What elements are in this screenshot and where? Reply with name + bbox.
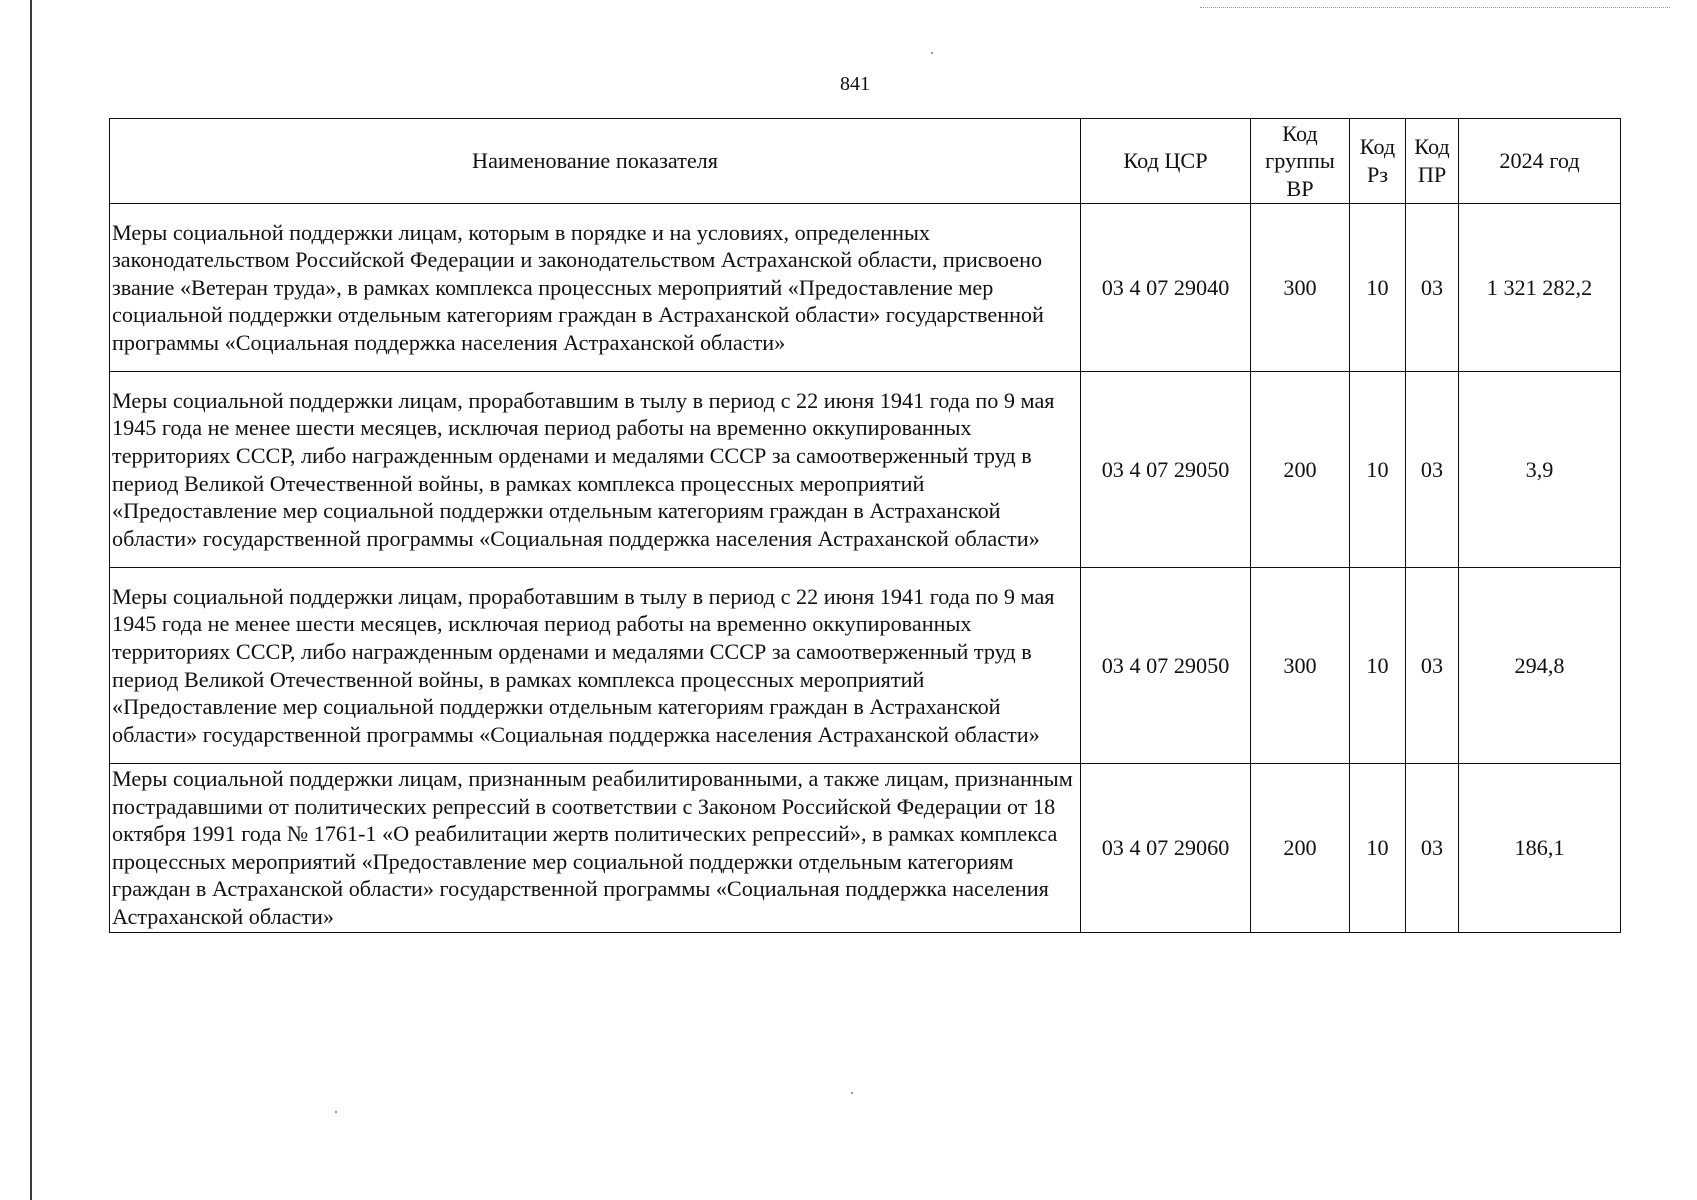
indicator-name-cell: Меры социальной поддержки лицам, признанным реабилитированными, а также лицам, признанным пострадавшими от политических репрессий в соответствии с Законом Российской Федерации от 18 октября 1991 года № 1761-1 «О реабилитации жертв политических репрессий», в рамках комплекса процессных мероприятий «Предоставление мер социальной поддержки отдельным категориям граждан в Астраханской области» государственной программы «Социальная поддержка населения Астраханской области» (110, 764, 1081, 933)
csr-code-cell: 03 4 07 29060 (1081, 764, 1251, 933)
scan-speck (335, 1111, 337, 1113)
rz-code-cell: 10 (1350, 372, 1406, 568)
header-pr-code: Код ПР (1406, 119, 1459, 204)
indicator-name-cell: Меры социальной поддержки лицам, которым в порядке и на условиях, определенных законодательством Российской Федерации и законодательством Астраханской области, присвоено звание «Ветеран труда», в рамках комплекса процессных мероприятий «Предоставление мер социальной поддержки отдельным категориям граждан в Астраханской области» государственной программы «Социальная поддержка населения Астраханской области» (110, 204, 1081, 372)
csr-code-cell: 03 4 07 29040 (1081, 204, 1251, 372)
header-year-2024: 2024 год (1459, 119, 1621, 204)
table-row (110, 204, 1621, 372)
scan-speck (931, 52, 933, 54)
pr-code-cell: 03 (1406, 764, 1459, 933)
scan-top-edge-dots (1200, 7, 1670, 8)
amount-cell: 3,9 (1459, 372, 1621, 568)
header-rz-code: Код Рз (1350, 119, 1406, 204)
scan-left-edge-line (30, 0, 32, 1200)
header-indicator-name: Наименование показателя (110, 119, 1081, 204)
table-body (110, 204, 1621, 933)
page-number: 841 (840, 73, 870, 95)
pr-code-cell: 03 (1406, 372, 1459, 568)
table-row (110, 372, 1621, 568)
scan-speck (851, 1092, 853, 1094)
vr-code-cell: 300 (1251, 204, 1350, 372)
rz-code-cell: 10 (1350, 204, 1406, 372)
amount-cell: 186,1 (1459, 764, 1621, 933)
amount-cell: 1 321 282,2 (1459, 204, 1621, 372)
vr-code-cell: 300 (1251, 568, 1350, 764)
rz-code-cell: 10 (1350, 568, 1406, 764)
table-row (110, 568, 1621, 764)
table-row (110, 764, 1621, 933)
csr-code-cell: 03 4 07 29050 (1081, 568, 1251, 764)
header-vr-group-code: Код группы ВР (1251, 119, 1350, 204)
csr-code-cell: 03 4 07 29050 (1081, 372, 1251, 568)
header-csr-code: Код ЦСР (1081, 119, 1251, 204)
vr-code-cell: 200 (1251, 372, 1350, 568)
budget-table (109, 118, 1621, 933)
vr-code-cell: 200 (1251, 764, 1350, 933)
indicator-name-cell: Меры социальной поддержки лицам, проработавшим в тылу в период с 22 июня 1941 года по 9 мая 1945 года не менее шести месяцев, исключая период работы на временно оккупированных территориях СССР, либо награжденным орденами и медалями СССР за самоотверженный труд в период Великой Отечественной войны, в рамках комплекса процессных мероприятий «Предоставление мер социальной поддержки отдельным категориям граждан в Астраханской области» государственной программы «Социальная поддержка населения Астраханской области» (110, 372, 1081, 568)
pr-code-cell: 03 (1406, 204, 1459, 372)
amount-cell: 294,8 (1459, 568, 1621, 764)
indicator-name-cell: Меры социальной поддержки лицам, проработавшим в тылу в период с 22 июня 1941 года по 9 мая 1945 года не менее шести месяцев, исключая период работы на временно оккупированных территориях СССР, либо награжденным орденами и медалями СССР за самоотверженный труд в период Великой Отечественной войны, в рамках комплекса процессных мероприятий «Предоставление мер социальной поддержки отдельным категориям граждан в Астраханской области» государственной программы «Социальная поддержка населения Астраханской области» (110, 568, 1081, 764)
pr-code-cell: 03 (1406, 568, 1459, 764)
table-header (110, 119, 1621, 204)
header-row (110, 119, 1621, 204)
rz-code-cell: 10 (1350, 764, 1406, 933)
